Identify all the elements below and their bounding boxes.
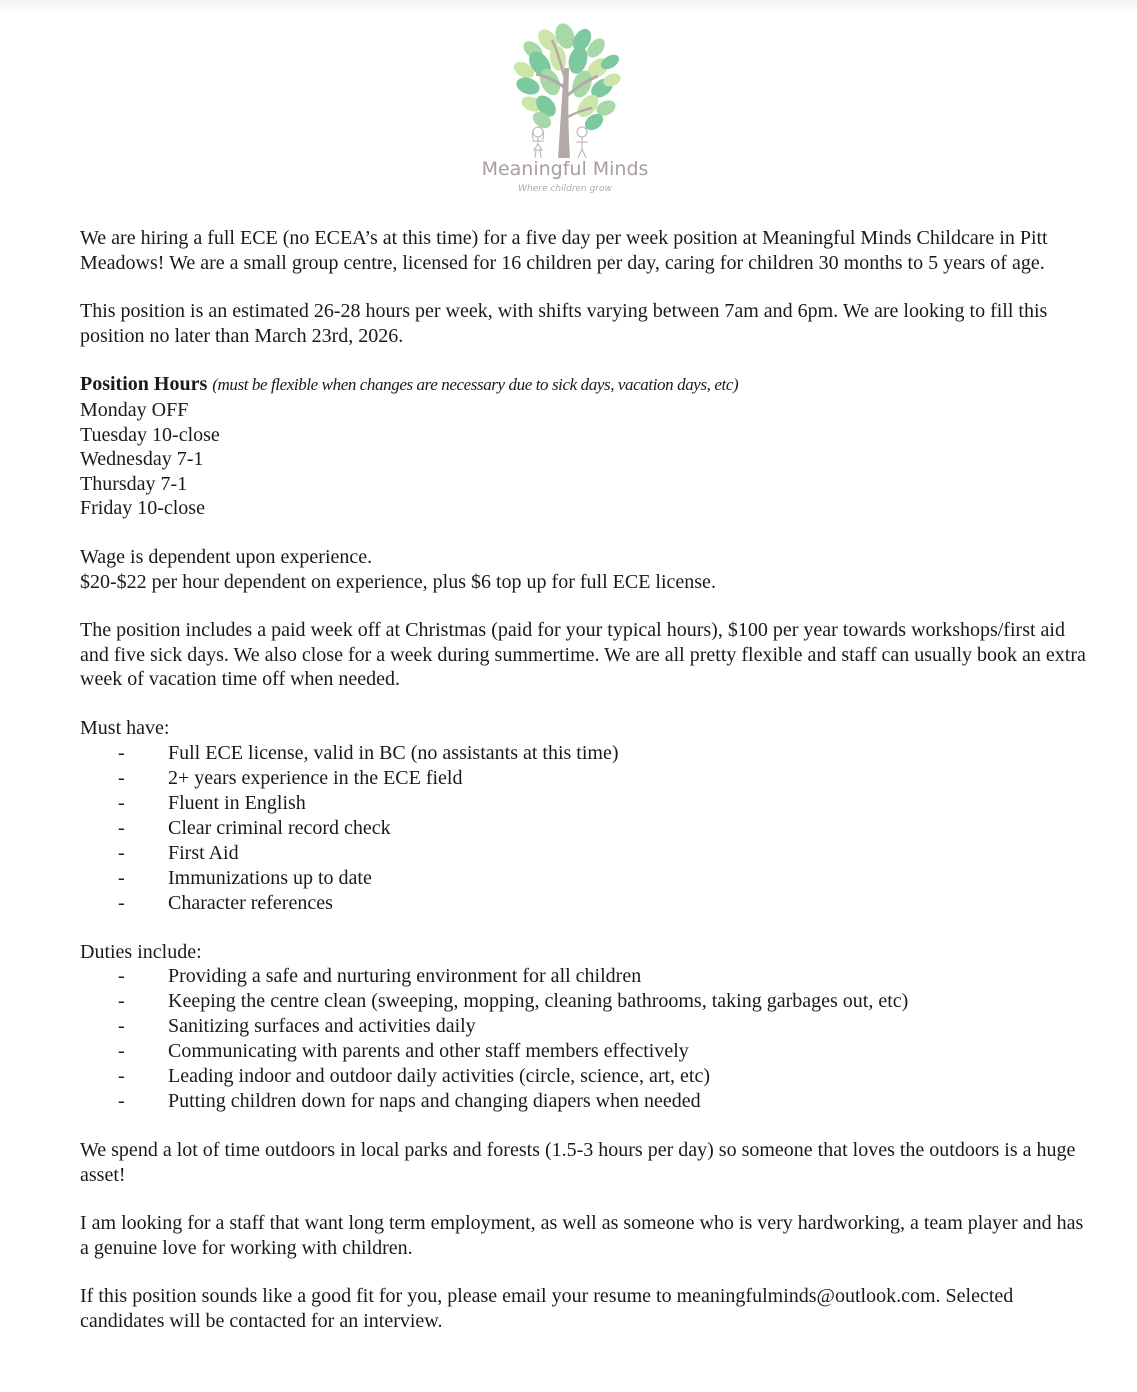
- position-hours-heading-line: [80, 372, 1090, 398]
- position-hours-heading: Position Hours: [80, 373, 208, 396]
- requirements-heading: Must have:: [80, 716, 170, 739]
- list-item: - First Aid: [118, 841, 239, 864]
- list-item: - Communicating with parents and other staff members effectively: [118, 1040, 689, 1063]
- requirements-list: [80, 741, 1090, 916]
- dash-bullet-icon: -: [118, 866, 125, 889]
- logo-tagline: Where children grow: [518, 184, 612, 194]
- wage-rate-line: $20-$22 per hour dependent on experience, plus $6 top up for full ECE license.: [80, 570, 716, 593]
- intro-paragraph: We are hiring a full ECE (no ECEA’s at this time) for a five day per week position at Meaningful Minds Childcare in Pitt Meadows! We are a small group centre, licensed for 16 children per day, caring for children 30 months to 5 years of age.: [80, 227, 1048, 274]
- dash-bullet-icon: -: [118, 990, 125, 1013]
- looking-for-paragraph: I am looking for a staff that want long term employment, as well as someone who is very hardworking, a team player and has a genuine love for working with children.: [80, 1212, 1084, 1259]
- dash-bullet-icon: -: [118, 841, 125, 864]
- boy-figure: [576, 127, 588, 158]
- schedule-day: Friday 10-close: [80, 497, 205, 520]
- duties-heading: Duties include:: [80, 940, 202, 963]
- list-item: - Fluent in English: [118, 791, 306, 814]
- list-item: - Sanitizing surfaces and activities daily: [118, 1015, 476, 1038]
- outdoors-paragraph: We spend a lot of time outdoors in local parks and forests (1.5-3 hours per day) so someone that loves the outdoors is a huge asset!: [80, 1139, 1076, 1186]
- benefits-paragraph: The position includes a paid week off at Christmas (paid for your typical hours), $100 per year towards workshops/first aid and five sick days. We also close for a week during summertime. We are all pretty flexible and staff can usually book an extra week of vacation time off when needed.: [80, 619, 1086, 691]
- email-link[interactable]: meaningfulminds@outlook.com: [676, 1285, 936, 1308]
- list-item: - Providing a safe and nurturing environment for all children: [118, 965, 642, 988]
- schedule-day: Wednesday 7-1: [80, 448, 204, 471]
- list-item: - Leading indoor and outdoor daily activities (circle, science, art, etc): [118, 1065, 711, 1088]
- wage-line: Wage is dependent upon experience.: [80, 545, 373, 568]
- girl-figure: [532, 127, 544, 158]
- tree-illustration: [470, 18, 660, 163]
- schedule-day: Thursday 7-1: [80, 472, 188, 495]
- schedule-day: Monday OFF: [80, 398, 189, 421]
- list-item: - Character references: [118, 891, 333, 914]
- schedule-day: Tuesday 10-close: [80, 423, 220, 446]
- page-top-shadow: [0, 0, 1137, 12]
- dash-bullet-icon: -: [118, 816, 125, 839]
- list-item: - Putting children down for naps and changing diapers when needed: [118, 1090, 701, 1113]
- list-item: - Full ECE license, valid in BC (no assistants at this time): [118, 741, 619, 764]
- list-item: - 2+ years experience in the ECE field: [118, 766, 463, 789]
- logo-title: Meaningful Minds: [481, 158, 649, 180]
- dash-bullet-icon: -: [118, 1065, 125, 1088]
- dash-bullet-icon: -: [118, 1090, 125, 1113]
- position-hours-note: (must be flexible when changes are necessary due to sick days, vacation days, etc): [212, 375, 739, 395]
- dash-bullet-icon: -: [118, 791, 125, 814]
- list-item: - Clear criminal record check: [118, 816, 391, 839]
- duties-list: [80, 964, 1090, 1114]
- dash-bullet-icon: -: [118, 1015, 125, 1038]
- hours-paragraph: This position is an estimated 26-28 hours per week, with shifts varying between 7am and 6pm. We are looking to fill this position no later than March 23rd, 2026.: [80, 300, 1048, 347]
- dash-bullet-icon: -: [118, 766, 125, 789]
- company-logo: [470, 18, 660, 208]
- contact-paragraph: If this position sounds like a good fit for you, please email your resume to meaningfulminds@outlook.com. Selected candidates will be contacted for an interview.: [80, 1285, 1014, 1333]
- schedule-list: [80, 398, 1090, 521]
- dash-bullet-icon: -: [118, 1040, 125, 1063]
- list-item: - Immunizations up to date: [118, 866, 372, 889]
- dash-bullet-icon: -: [118, 741, 125, 764]
- list-item: - Keeping the centre clean (sweeping, mopping, cleaning bathrooms, taking garbages out, etc): [118, 990, 909, 1013]
- job-posting-document: [80, 226, 1090, 1334]
- dash-bullet-icon: -: [118, 891, 125, 914]
- dash-bullet-icon: -: [118, 965, 125, 988]
